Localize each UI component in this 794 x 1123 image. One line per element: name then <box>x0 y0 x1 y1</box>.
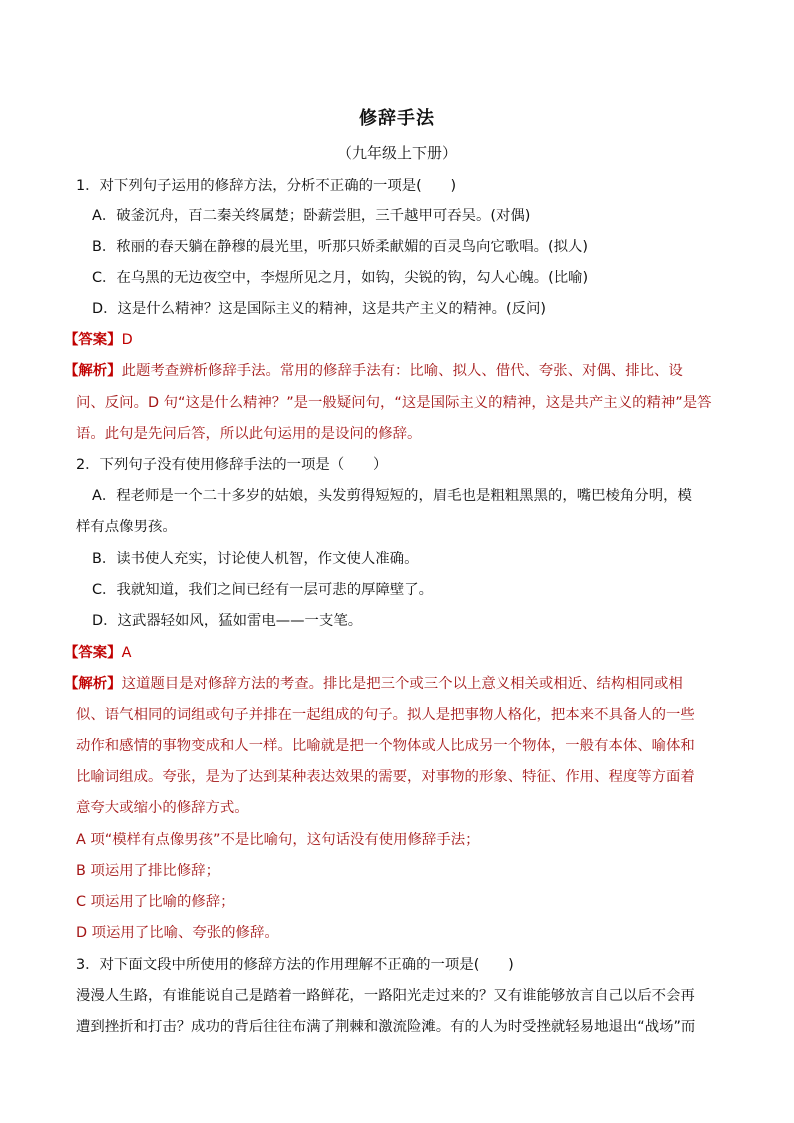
page-title: 修辞手法 <box>359 108 435 129</box>
question-2-analysis-line-5: 意夸大或缩小的修辞方式。 <box>76 800 249 816</box>
question-3-passage-line-1: 漫漫人生路，有谁能说自己是踏着一路鲜花，一路阳光走过来的？又有谁能够放言自己以后不会再 <box>76 988 695 1004</box>
answer-tag: 【答案】 <box>64 645 122 661</box>
question-2-option-a-cont: 样有点像男孩。 <box>76 519 177 535</box>
question-2-option-b: B．读书使人充实，讨论使人机智，作文使人准确。 <box>92 551 419 567</box>
question-1-option-c: C．在乌黑的无边夜空中，李煜所见之月，如钩，尖锐的钩，勾人心魄。(比喻) <box>92 270 589 286</box>
analysis-tag: 【解析】 <box>64 676 122 692</box>
question-1-answer <box>64 330 133 350</box>
question-3-passage-line-2: 遭到挫折和打击？成功的背后往往布满了荆棘和激流险滩。有的人为时受挫就轻易地退出“战场”而 <box>76 1019 696 1035</box>
question-1-analysis-line-2: 问、反问。D 句“这是什么精神？”是一般疑问句，“这是国际主义的精神，这是共产主义的精神”是答 <box>76 395 712 411</box>
answer-tag: 【答案】 <box>64 332 122 348</box>
question-1-option-b: B．秾丽的春天躺在静穆的晨光里，听那只娇柔献媚的百灵鸟向它歌唱。(拟人) <box>92 239 588 255</box>
question-2-analysis-line-8: C 项运用了比喻的修辞； <box>76 894 235 910</box>
question-2-option-c: C．我就知道，我们之间已经有一层可悲的厚障壁了。 <box>92 582 434 598</box>
question-1-analysis-line-1: 【解析】此题考查辨析修辞手法。常用的修辞手法有：比喻、拟人、借代、夸张、对偶、排比、设 <box>64 363 683 379</box>
answer-value: D <box>121 332 133 348</box>
question-3-stem: 3．对下面文段中所使用的修辞方法的作用理解不正确的一项是( ) <box>76 957 514 973</box>
question-2-option-d: D．这武器轻如风，猛如雷电——一支笔。 <box>92 613 363 629</box>
question-2-analysis-line-2: 似、语气相同的词组或句子并排在一起组成的句子。拟人是把事物人格化，把本来不具备人的一些 <box>76 707 695 723</box>
question-1-stem: 1．对下列句子运用的修辞方法，分析不正确的一项是( ) <box>76 178 457 194</box>
question-2-analysis-line-4: 比喻词组成。夸张，是为了达到某种表达效果的需要，对事物的形象、特征、作用、程度等方面着 <box>76 769 695 785</box>
question-2-analysis-line-6: A 项“模样有点像男孩”不是比喻句，这句话没有使用修辞手法； <box>76 832 480 848</box>
answer-value: A <box>121 645 132 661</box>
page-subtitle: （九年级上下册） <box>336 144 457 162</box>
question-1-option-d: D．这是什么精神？这是国际主义的精神，这是共产主义的精神。(反问) <box>92 301 547 317</box>
question-2-analysis-line-3: 动作和感情的事物变成和人一样。比喻就是把一个物体或人比成另一个物体，一般有本体、喻体和 <box>76 738 695 754</box>
question-2-analysis-line-9: D 项运用了比喻、夸张的修辞。 <box>76 925 279 941</box>
question-2-analysis-line-1: 【解析】这道题目是对修辞方法的考查。排比是把三个或三个以上意义相关或相近、结构相同或相 <box>64 676 683 692</box>
question-2-option-a: A．程老师是一个二十多岁的姑娘，头发剪得短短的，眉毛也是粗粗黑黑的，嘴巴棱角分明，模 <box>92 488 692 504</box>
analysis-tag: 【解析】 <box>64 363 122 379</box>
question-2-answer <box>64 643 131 663</box>
question-1-option-a: A．破釜沉舟，百二秦关终属楚；卧薪尝胆，三千越甲可吞吴。(对偶) <box>92 208 531 224</box>
question-2-analysis-line-7: B 项运用了排比修辞； <box>76 863 220 879</box>
question-1-analysis-line-3: 语。此句是先问后答，所以此句运用的是设问的修辞。 <box>76 426 422 442</box>
question-2-stem: 2．下列句子没有使用修辞手法的一项是（ ） <box>76 457 388 473</box>
